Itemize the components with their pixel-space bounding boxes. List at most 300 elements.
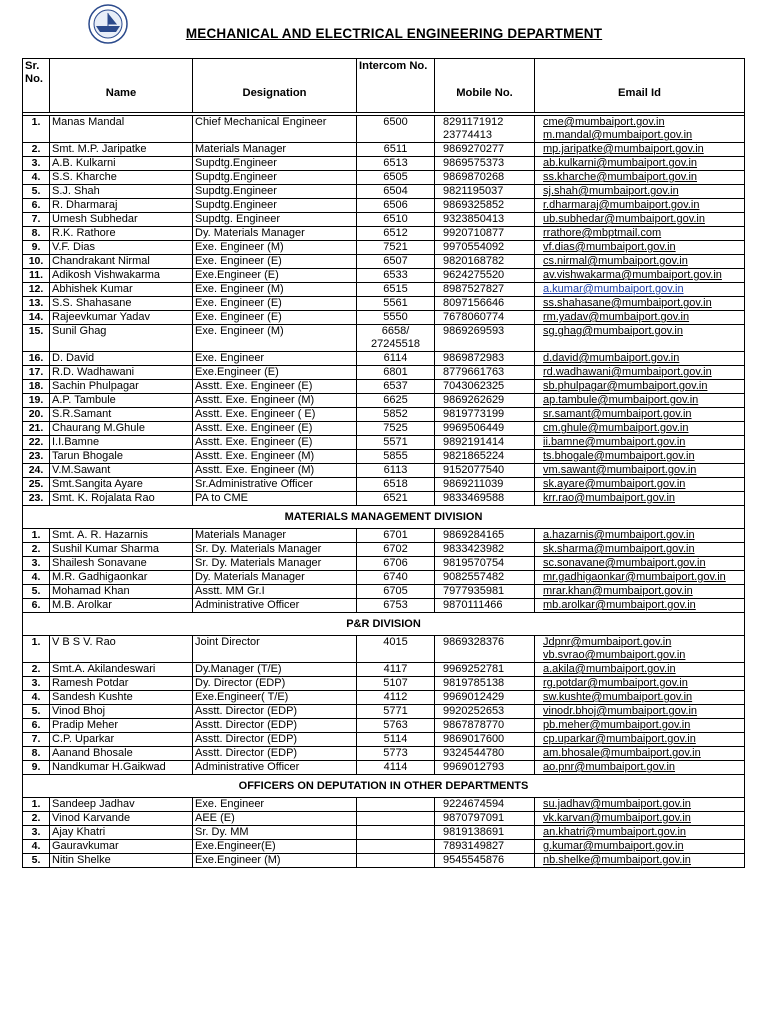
email-line: [543, 297, 742, 310]
sr-cell: 24.: [23, 464, 50, 478]
mobile-cell: [435, 557, 535, 571]
intercom-value: 6625: [383, 394, 408, 406]
mobile-value: 9969012429: [443, 691, 505, 703]
designation-cell: Administrative Officer: [193, 761, 357, 775]
mobile-cell: [435, 408, 535, 422]
name-cell: Ramesh Potdar: [50, 677, 193, 691]
designation-cell: Supdtg.Engineer: [193, 185, 357, 199]
sr-cell: 1.: [23, 798, 50, 812]
mobile-value: 9920252653: [443, 705, 505, 717]
mobile-cell: [435, 733, 535, 747]
email-line: [543, 199, 742, 212]
intercom-value: 7521: [383, 241, 408, 253]
table-row: [23, 705, 745, 719]
email-cell: [535, 450, 745, 464]
designation-cell: AEE (E): [193, 812, 357, 826]
mobile-value: 9819773199: [443, 408, 505, 420]
intercom-cell: [357, 599, 435, 613]
email-link[interactable]: Jdpnr@mumbaiport.gov.in: [543, 636, 672, 648]
email-line: [543, 366, 742, 379]
email-link[interactable]: an.khatri@mumbaiport.gov.in: [543, 826, 687, 838]
table-row: [23, 557, 745, 571]
email-link[interactable]: cs.nirmal@mumbaiport.gov.in: [543, 255, 688, 267]
email-line: [543, 436, 742, 449]
email-link[interactable]: a.hazarnis@mumbaiport.gov.in: [543, 529, 695, 541]
email-link[interactable]: vk.karvan@mumbaiport.gov.in: [543, 812, 691, 824]
designation-cell: Exe.Engineer (E): [193, 269, 357, 283]
intercom-value: 6513: [383, 157, 408, 169]
intercom-cell: [357, 529, 435, 543]
sr-cell: 9.: [23, 241, 50, 255]
email-link[interactable]: sk.ayare@mumbaiport.gov.in: [543, 478, 686, 490]
mobile-value: 9082557482: [443, 571, 505, 583]
email-cell: [535, 464, 745, 478]
name-cell: I.I.Bamne: [50, 436, 193, 450]
intercom-cell: [357, 311, 435, 325]
intercom-cell: [357, 352, 435, 366]
intercom-cell: [357, 269, 435, 283]
sr-cell: 9.: [23, 761, 50, 775]
col-header-sr: Sr. No.: [23, 59, 50, 113]
mobile-cell: [435, 227, 535, 241]
email-link[interactable]: sw.kushte@mumbaiport.gov.in: [543, 691, 693, 703]
designation-cell: Supdtg.Engineer: [193, 171, 357, 185]
name-cell: Tarun Bhogale: [50, 450, 193, 464]
sr-cell: 14.: [23, 311, 50, 325]
section-heading: OFFICERS ON DEPUTATION IN OTHER DEPARTMENTS: [23, 775, 745, 798]
mobile-cell: [435, 143, 535, 157]
mobile-value: 9892191414: [443, 436, 505, 448]
email-line: [543, 761, 742, 774]
mobile-value: 9819138691: [443, 826, 505, 838]
mobile-value: 9323850413: [443, 213, 505, 225]
intercom-value: 4117: [383, 663, 408, 675]
email-link[interactable]: ss.shahasane@mumbaiport.gov.in: [543, 297, 712, 309]
table-row: [23, 380, 745, 394]
mobile-cell: [435, 241, 535, 255]
email-cell: [535, 529, 745, 543]
intercom-value: 6521: [383, 492, 408, 504]
sr-cell: 18.: [23, 380, 50, 394]
designation-cell: Sr. Dy. MM: [193, 826, 357, 840]
mobile-cell: [435, 761, 535, 775]
intercom-cell: [357, 854, 435, 868]
mobile-cell: [435, 185, 535, 199]
email-link[interactable]: sc.sonavane@mumbaiport.gov.in: [543, 557, 706, 569]
mobile-cell: [435, 812, 535, 826]
email-line: [543, 450, 742, 463]
name-cell: Nandkumar H.Gaikwad: [50, 761, 193, 775]
email-line: [543, 677, 742, 690]
mobile-value: 9833469588: [443, 492, 505, 504]
email-link[interactable]: ap.tambule@mumbaiport.gov.in: [543, 394, 699, 406]
mobile-value: 9624275520: [443, 269, 505, 281]
intercom-cell: [357, 283, 435, 297]
email-cell: [535, 366, 745, 380]
mobile-value: 9869269593: [443, 325, 505, 337]
sr-cell: 1.: [23, 529, 50, 543]
designation-cell: Asstt. Exe. Engineer (M): [193, 450, 357, 464]
sr-cell: 3.: [23, 826, 50, 840]
section-heading-row: [23, 775, 745, 798]
name-cell: Smt.A. Akilandeswari: [50, 663, 193, 677]
sr-cell: 22.: [23, 436, 50, 450]
table-row: [23, 854, 745, 868]
sr-cell: 6.: [23, 199, 50, 213]
email-link[interactable]: ao.pnr@mumbaiport.gov.in: [543, 761, 676, 773]
page-title: MECHANICAL AND ELECTRICAL ENGINEERING DEPARTMENT: [185, 26, 603, 41]
email-cell: [535, 719, 745, 733]
col-header-name: Name: [50, 59, 193, 113]
mobile-value: 9819785138: [443, 677, 505, 689]
email-cell: [535, 733, 745, 747]
intercom-cell: [357, 543, 435, 557]
intercom-value: 6505: [383, 171, 408, 183]
email-cell: [535, 311, 745, 325]
sr-cell: 7.: [23, 213, 50, 227]
name-cell: Nitin Shelke: [50, 854, 193, 868]
sr-cell: 1.: [23, 636, 50, 663]
email-cell: [535, 478, 745, 492]
email-line: [543, 380, 742, 393]
email-link[interactable]: mp.jaripatke@mumbaiport.gov.in: [543, 143, 704, 155]
designation-cell: Sr. Dy. Materials Manager: [193, 557, 357, 571]
name-cell: Rajeevkumar Yadav: [50, 311, 193, 325]
email-line: [543, 636, 742, 649]
email-link[interactable]: sg.ghag@mumbaiport.gov.in: [543, 325, 683, 337]
email-link[interactable]: av.vishwakarma@mumbaiport.gov.in: [543, 269, 722, 281]
intercom-value: 6533: [383, 269, 408, 281]
mobile-value: 7043062325: [443, 380, 505, 392]
table-row: [23, 599, 745, 613]
sr-cell: 21.: [23, 422, 50, 436]
mobile-cell: [435, 478, 535, 492]
email-line: [543, 705, 742, 718]
mobile-value: 9224674594: [443, 798, 505, 810]
table-row: [23, 255, 745, 269]
table-row: [23, 171, 745, 185]
mobile-cell: [435, 677, 535, 691]
mobile-cell: [435, 171, 535, 185]
designation-cell: Supdtg.Engineer: [193, 199, 357, 213]
name-cell: M.B. Arolkar: [50, 599, 193, 613]
email-link[interactable]: ii.bamne@mumbaiport.gov.in: [543, 436, 686, 448]
name-cell: S.R.Samant: [50, 408, 193, 422]
sr-cell: 7.: [23, 733, 50, 747]
email-link[interactable]: sb.phulpagar@mumbaiport.gov.in: [543, 380, 708, 392]
intercom-value-2: 27245518: [371, 338, 420, 350]
designation-cell: Asstt. Exe. Engineer (M): [193, 464, 357, 478]
email-link[interactable]: mb.arolkar@mumbaiport.gov.in: [543, 599, 696, 611]
email-cell: [535, 826, 745, 840]
intercom-cell: [357, 719, 435, 733]
mobile-cell: [435, 798, 535, 812]
sr-cell: 1.: [23, 116, 50, 143]
email-link[interactable]: r.dharmaraj@mumbaiport.gov.in: [543, 199, 700, 211]
intercom-value: 5561: [383, 297, 408, 309]
intercom-value: 5107: [383, 677, 408, 689]
name-cell: Umesh Subhedar: [50, 213, 193, 227]
mobile-value: 8779661763: [443, 366, 505, 378]
email-link-2[interactable]: m.mandal@mumbaiport.gov.in: [543, 129, 693, 141]
sr-cell: 3.: [23, 157, 50, 171]
sr-cell: 20.: [23, 408, 50, 422]
name-cell: Smt. K. Rojalata Rao: [50, 492, 193, 506]
email-link[interactable]: rg.potdar@mumbaiport.gov.in: [543, 677, 688, 689]
email-line: [543, 408, 742, 421]
mobile-value: 9869270277: [443, 143, 505, 155]
intercom-value: 6506: [383, 199, 408, 211]
designation-cell: Sr. Dy. Materials Manager: [193, 543, 357, 557]
intercom-value: 6702: [383, 543, 408, 555]
intercom-cell: [357, 436, 435, 450]
designation-cell: Asstt. Exe. Engineer (E): [193, 436, 357, 450]
name-cell: S.J. Shah: [50, 185, 193, 199]
email-cell: [535, 185, 745, 199]
designation-cell: Exe.Engineer( T/E): [193, 691, 357, 705]
designation-cell: Asstt. MM Gr.I: [193, 585, 357, 599]
email-link[interactable]: vm.sawant@mumbaiport.gov.in: [543, 464, 697, 476]
mobile-cell: [435, 747, 535, 761]
col-header-intercom: Intercom No.: [357, 59, 435, 113]
sr-cell: 3.: [23, 677, 50, 691]
mobile-value: 9970554092: [443, 241, 505, 253]
intercom-value: 6500: [383, 116, 408, 128]
email-cell: [535, 352, 745, 366]
intercom-cell: [357, 143, 435, 157]
email-cell: [535, 585, 745, 599]
designation-cell: Administrative Officer: [193, 599, 357, 613]
email-link[interactable]: sk.sharma@mumbaiport.gov.in: [543, 543, 695, 555]
email-line: [543, 747, 742, 760]
designation-cell: Asstt. Exe. Engineer (E): [193, 380, 357, 394]
mobile-value: 9870797091: [443, 812, 505, 824]
name-cell: C.P. Uparkar: [50, 733, 193, 747]
email-link[interactable]: a.akila@mumbaiport.gov.in: [543, 663, 676, 675]
designation-cell: Asstt. Exe. Engineer ( E): [193, 408, 357, 422]
email-link[interactable]: krr.rao@mumbaiport.gov.in: [543, 492, 676, 504]
email-line: [543, 269, 742, 282]
intercom-cell: [357, 422, 435, 436]
email-link[interactable]: su.jadhav@mumbaiport.gov.in: [543, 798, 691, 810]
email-cell: [535, 636, 745, 663]
intercom-value: 6512: [383, 227, 408, 239]
intercom-cell: [357, 747, 435, 761]
table-row: [23, 663, 745, 677]
email-link[interactable]: mr.gadhigaonkar@mumbaiport.gov.in: [543, 571, 726, 583]
header-row: [23, 59, 745, 113]
intercom-cell: [357, 255, 435, 269]
designation-cell: Dy. Director (EDP): [193, 677, 357, 691]
sr-cell: 5.: [23, 705, 50, 719]
mobile-value-2: 23774413: [443, 129, 492, 141]
email-cell: [535, 241, 745, 255]
email-link[interactable]: mrar.khan@mumbaiport.gov.in: [543, 585, 693, 597]
sr-cell: 15.: [23, 325, 50, 352]
email-link[interactable]: vinodr.bhoj@mumbaiport.gov.in: [543, 705, 698, 717]
intercom-value: 6705: [383, 585, 408, 597]
email-link[interactable]: vf.dias@mumbaiport.gov.in: [543, 241, 676, 253]
email-link[interactable]: ub.subhedar@mumbaiport.gov.in: [543, 213, 705, 225]
intercom-value: 5763: [383, 719, 408, 731]
mobile-cell: [435, 719, 535, 733]
email-cell: [535, 599, 745, 613]
sr-cell: 5.: [23, 585, 50, 599]
mobile-cell: [435, 269, 535, 283]
designation-cell: Asstt. Exe. Engineer (E): [193, 422, 357, 436]
email-cell: [535, 199, 745, 213]
mobile-cell: [435, 492, 535, 506]
name-cell: Adikosh Vishwakarma: [50, 269, 193, 283]
intercom-cell: [357, 241, 435, 255]
sr-cell: 11.: [23, 269, 50, 283]
email-link-2[interactable]: vb.svrao@mumbaiport.gov.in: [543, 649, 686, 661]
mobile-cell: [435, 585, 535, 599]
table-row: [23, 747, 745, 761]
email-link[interactable]: nb.shelke@mumbaiport.gov.in: [543, 854, 691, 866]
intercom-value: 5114: [383, 733, 408, 745]
email-link[interactable]: cm.ghule@mumbaiport.gov.in: [543, 422, 689, 434]
table-row: [23, 311, 745, 325]
email-cell: [535, 812, 745, 826]
table-row: [23, 408, 745, 422]
email-line: [543, 422, 742, 435]
email-link[interactable]: pb.meher@mumbaiport.gov.in: [543, 719, 691, 731]
email-cell: [535, 747, 745, 761]
table-row: [23, 585, 745, 599]
sr-cell: 17.: [23, 366, 50, 380]
table-row: [23, 227, 745, 241]
intercom-value: 5852: [383, 408, 408, 420]
intercom-value: 4114: [383, 761, 408, 773]
intercom-cell: [357, 761, 435, 775]
table-row: [23, 543, 745, 557]
designation-cell: Asstt. Director (EDP): [193, 747, 357, 761]
intercom-cell: [357, 677, 435, 691]
name-cell: Aanand Bhosale: [50, 747, 193, 761]
name-cell: Smt.Sangita Ayare: [50, 478, 193, 492]
designation-cell: Materials Manager: [193, 529, 357, 543]
designation-cell: Exe. Engineer (E): [193, 311, 357, 325]
email-link[interactable]: sj.shah@mumbaiport.gov.in: [543, 185, 679, 197]
intercom-cell: [357, 185, 435, 199]
email-line: [543, 663, 742, 676]
mobile-cell: [435, 325, 535, 352]
intercom-value: 6113: [383, 464, 408, 476]
name-cell: Ajay Khatri: [50, 826, 193, 840]
email-line: [543, 854, 742, 867]
email-link[interactable]: cp.uparkar@mumbaiport.gov.in: [543, 733, 696, 745]
intercom-cell: [357, 199, 435, 213]
email-link[interactable]: rrathore@mbptmail.com: [543, 227, 662, 239]
email-link[interactable]: cme@mumbaiport.gov.in: [543, 116, 665, 128]
sr-cell: 13.: [23, 297, 50, 311]
table-row: [23, 157, 745, 171]
email-cell: [535, 408, 745, 422]
email-cell: [535, 213, 745, 227]
email-link[interactable]: sr.samant@mumbaiport.gov.in: [543, 408, 692, 420]
mobile-value: 9869017600: [443, 733, 505, 745]
email-line: [543, 185, 742, 198]
mobile-value: 9869284165: [443, 529, 505, 541]
intercom-cell: [357, 798, 435, 812]
name-cell: Shailesh Sonavane: [50, 557, 193, 571]
intercom-cell: [357, 492, 435, 506]
intercom-value: 6740: [383, 571, 408, 583]
mobile-value: 8987527827: [443, 283, 505, 295]
intercom-cell: [357, 733, 435, 747]
mobile-cell: [435, 366, 535, 380]
email-cell: [535, 380, 745, 394]
email-link[interactable]: am.bhosale@mumbaiport.gov.in: [543, 747, 701, 759]
email-cell: [535, 543, 745, 557]
email-line: [543, 812, 742, 825]
name-cell: S.S. Kharche: [50, 171, 193, 185]
email-cell: [535, 157, 745, 171]
mobile-value: 9821865224: [443, 450, 505, 462]
intercom-value: 5773: [383, 747, 408, 759]
email-cell: [535, 854, 745, 868]
mobile-value: 8097156646: [443, 297, 505, 309]
email-cell: [535, 422, 745, 436]
email-line: [543, 529, 742, 542]
email-link[interactable]: d.david@mumbaiport.gov.in: [543, 352, 680, 364]
designation-cell: Exe. Engineer: [193, 352, 357, 366]
table-row: [23, 691, 745, 705]
email-cell: [535, 227, 745, 241]
name-cell: D. David: [50, 352, 193, 366]
email-cell: [535, 840, 745, 854]
email-link[interactable]: g.kumar@mumbaiport.gov.in: [543, 840, 684, 852]
email-link[interactable]: rd.wadhawani@mumbaiport.gov.in: [543, 366, 712, 378]
intercom-value: 6518: [383, 478, 408, 490]
email-link[interactable]: ts.bhogale@mumbaiport.gov.in: [543, 450, 695, 462]
mobile-value: 7678060774: [443, 311, 505, 323]
email-line: [543, 283, 742, 296]
name-cell: R. Dharmaraj: [50, 199, 193, 213]
mobile-cell: [435, 543, 535, 557]
mobile-value: 9869262629: [443, 394, 505, 406]
name-cell: Sunil Ghag: [50, 325, 193, 352]
mobile-value: 9869211039: [443, 478, 504, 490]
table-row: [23, 116, 745, 143]
sr-cell: 12.: [23, 283, 50, 297]
designation-cell: Asstt. Exe. Engineer (M): [193, 394, 357, 408]
email-line: [543, 571, 742, 584]
mobile-value: 9870111466: [443, 599, 503, 611]
sr-cell: 2.: [23, 663, 50, 677]
sr-cell: 2.: [23, 812, 50, 826]
mobile-value: 9869575373: [443, 157, 505, 169]
intercom-cell: [357, 585, 435, 599]
email-link[interactable]: a.kumar@mumbaiport.gov.in: [543, 283, 684, 295]
email-link[interactable]: ab.kulkarni@mumbaiport.gov.in: [543, 157, 698, 169]
table-row: [23, 213, 745, 227]
email-line: [543, 478, 742, 491]
sr-cell: 5.: [23, 185, 50, 199]
table-row: [23, 269, 745, 283]
mobile-cell: [435, 571, 535, 585]
designation-cell: Joint Director: [193, 636, 357, 663]
email-link[interactable]: ss.kharche@mumbaiport.gov.in: [543, 171, 698, 183]
intercom-cell: [357, 464, 435, 478]
intercom-value: 6537: [383, 380, 408, 392]
intercom-value: 6504: [383, 185, 408, 197]
email-cell: [535, 705, 745, 719]
email-link[interactable]: rm.yadav@mumbaiport.gov.in: [543, 311, 690, 323]
sr-cell: 8.: [23, 227, 50, 241]
email-cell: [535, 269, 745, 283]
